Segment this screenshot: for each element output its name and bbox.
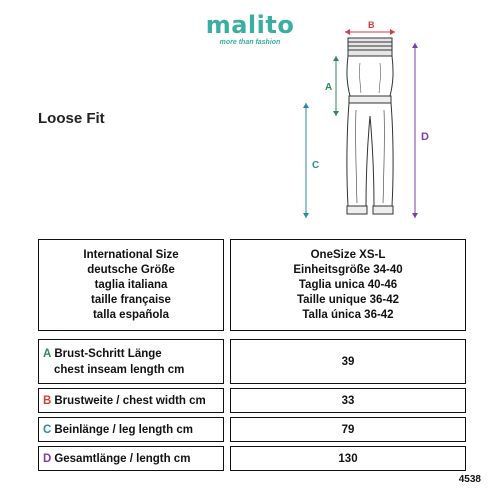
- row-a-label: Brust-Schritt Länge: [54, 347, 162, 360]
- table-row-a: [38, 339, 466, 384]
- size-system-french: taille française: [91, 293, 171, 306]
- row-c-label-cell: [38, 417, 224, 442]
- table-row-b: [38, 388, 466, 413]
- row-a-label-line1: [43, 346, 162, 362]
- brand-name: malito: [205, 11, 295, 39]
- brand-logo: [205, 12, 295, 47]
- label-c: C: [312, 160, 320, 171]
- row-c-label: Beinlänge / leg length cm: [54, 423, 193, 436]
- row-a-label-cell: [38, 339, 224, 384]
- jumpsuit-diagram: [290, 18, 450, 228]
- row-d-value: 130: [230, 446, 466, 471]
- row-b-value: 33: [230, 388, 466, 413]
- measure-c: [303, 103, 319, 218]
- fit-label: Loose Fit: [38, 110, 105, 127]
- row-a-letter: A: [43, 347, 52, 360]
- size-value-german: Einheitsgröße 34-40: [293, 263, 403, 276]
- size-system-international: International Size: [83, 248, 179, 261]
- size-values-cell: [230, 239, 466, 331]
- size-value-international: OneSize XS-L: [310, 248, 386, 261]
- size-system-german: deutsche Größe: [87, 263, 175, 276]
- measure-d: [412, 43, 429, 218]
- row-d-letter: D: [43, 452, 52, 465]
- size-value-french: Taille unique 36-42: [296, 293, 400, 306]
- product-code: 4538: [458, 474, 481, 485]
- size-system-italian: taglia italiana: [94, 278, 168, 291]
- row-a-label-line2: chest inseam length cm: [54, 363, 185, 376]
- size-value-spanish: Talla única 36-42: [302, 308, 394, 321]
- label-a: A: [325, 82, 333, 93]
- table-row-c: [38, 417, 466, 442]
- size-value-italian: Taglia unica 40-46: [298, 278, 398, 291]
- row-a-value: 39: [230, 339, 466, 384]
- row-b-label: Brustweite / chest width cm: [54, 394, 206, 407]
- brand-tagline: more than fashion: [219, 39, 281, 46]
- row-c-letter: C: [43, 423, 52, 436]
- label-d: D: [421, 131, 429, 143]
- row-d-label-cell: [38, 446, 224, 471]
- measure-b: [345, 20, 395, 35]
- measure-a: [325, 56, 339, 116]
- row-d-label: Gesamtlänge / length cm: [54, 452, 191, 465]
- label-b: B: [368, 20, 375, 30]
- size-table-header: [38, 239, 466, 331]
- row-c-value: 79: [230, 417, 466, 442]
- row-b-letter: B: [43, 394, 52, 407]
- jumpsuit-outline: [347, 38, 393, 214]
- row-b-label-cell: [38, 388, 224, 413]
- table-row-d: [38, 446, 466, 471]
- size-systems-cell: [38, 239, 224, 331]
- size-system-spanish: talla española: [92, 308, 170, 321]
